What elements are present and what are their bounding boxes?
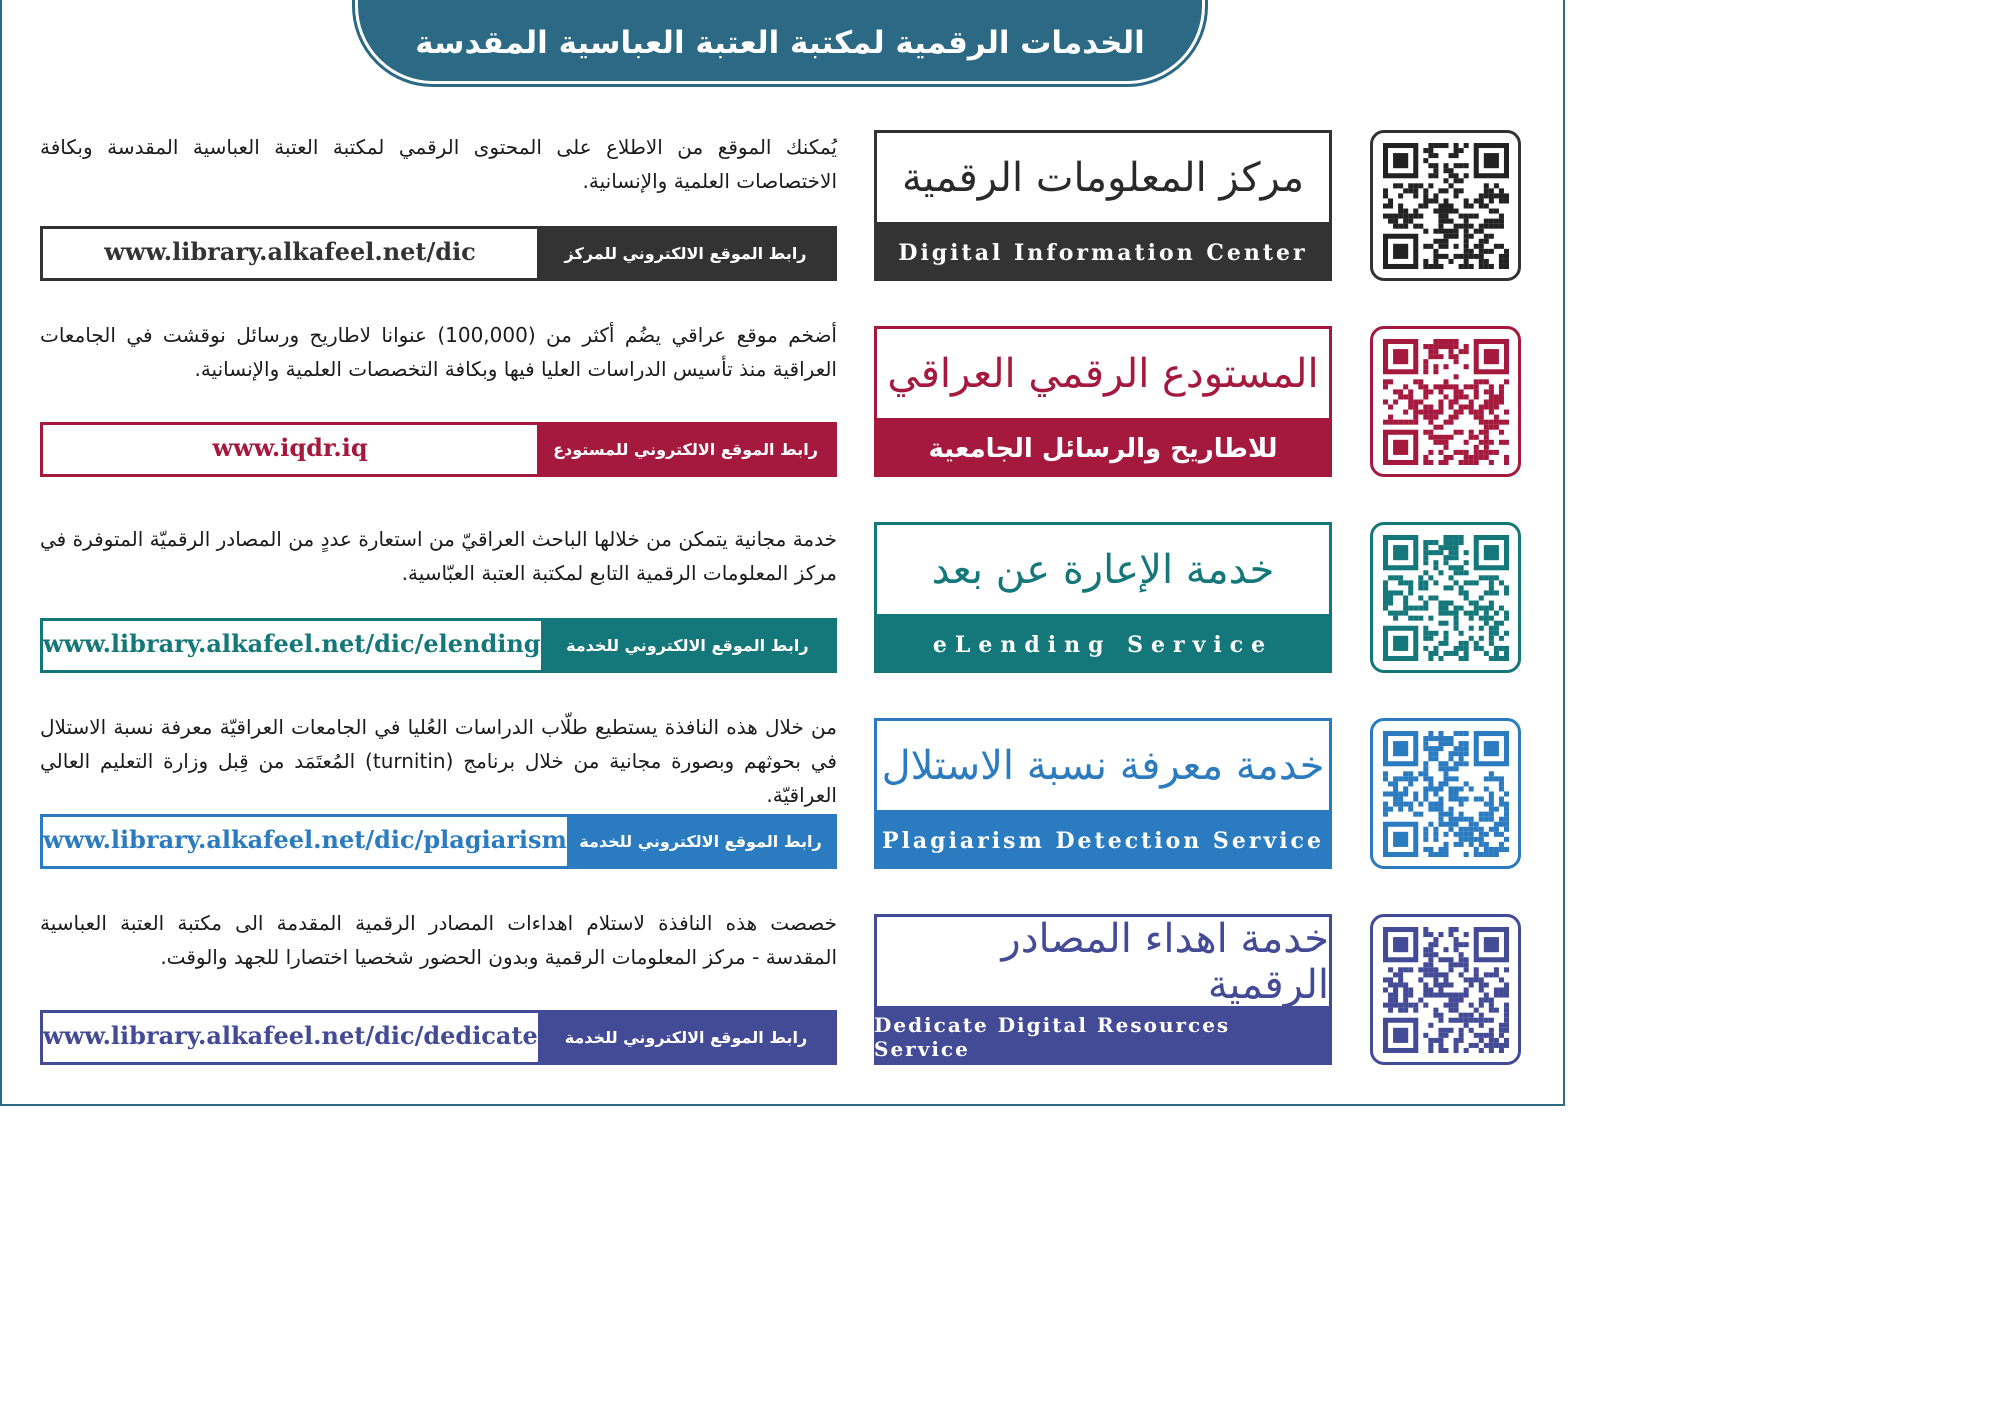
service-logo: [874, 326, 1332, 477]
service-row-iraqi-digital-repository: [0, 323, 1565, 478]
qr-code-pattern: [1383, 143, 1509, 269]
website-link-label: رابط الموقع الالكتروني للمستودع: [537, 425, 834, 474]
qr-code-pattern: [1383, 731, 1509, 857]
website-url[interactable]: www.library.alkafeel.net/dic: [43, 229, 537, 278]
service-row-elending: [0, 522, 1565, 674]
website-url[interactable]: www.iqdr.iq: [43, 425, 537, 474]
website-link[interactable]: [40, 814, 837, 869]
header-banner: [355, 0, 1205, 84]
website-link[interactable]: [40, 226, 837, 281]
service-row-dedicate-resources: [0, 911, 1565, 1066]
service-logo: [874, 718, 1332, 869]
website-url[interactable]: www.library.alkafeel.net/dic/elending: [43, 621, 541, 670]
service-description: من خلال هذه النافذة يستطيع طلّاب الدراسات العُليا في الجامعات العراقيّة معرفة نسبة الاستلال في بحوثهم وبصورة مجانية من خلال برنامج (turnitin) المُعتَمَد من قِبل وزارة التعليم العالي العراقيّة.: [40, 715, 837, 807]
logo-arabic-title: المستودع الرقمي العراقي: [874, 326, 1332, 421]
service-description: يُمكنك الموقع من الاطلاع على المحتوى الرقمي لمكتبة العتبة العباسية المقدسة وبكافة الاختصاصات العلمية والإنسانية.: [40, 135, 837, 193]
service-description: أضخم موقع عراقي يضُم أكثر من (100,000) عنوانا لاطاريح ورسائل نوقشت في الجامعات العراقية منذ تأسيس الدراسات العليا فيها وبكافة التخصصات العلمية والإنسانية.: [40, 323, 837, 381]
qr-code-pattern: [1383, 339, 1509, 465]
page-title: الخدمات الرقمية لمكتبة العتبة العباسية المقدسة: [415, 25, 1145, 61]
website-link[interactable]: [40, 422, 837, 477]
service-logo: [874, 522, 1332, 673]
website-url[interactable]: www.library.alkafeel.net/dic/dedicate: [43, 1013, 538, 1062]
website-link[interactable]: [40, 1010, 837, 1065]
website-link-label: رابط الموقع الالكتروني للمركز: [537, 229, 834, 278]
qr-code-icon[interactable]: [1370, 718, 1521, 869]
logo-arabic-title: خدمة اهداء المصادر الرقمية: [874, 914, 1332, 1009]
qr-code-pattern: [1383, 927, 1509, 1053]
logo-english-title: Plagiarism Detection Service: [874, 813, 1332, 869]
qr-code-icon[interactable]: [1370, 914, 1521, 1065]
qr-code-icon[interactable]: [1370, 522, 1521, 673]
website-link[interactable]: [40, 618, 837, 673]
logo-subtitle: للاطاريح والرسائل الجامعية: [874, 421, 1332, 477]
qr-code-icon[interactable]: [1370, 130, 1521, 281]
service-description: خدمة مجانية يتمكن من خلالها الباحث العراقيّ من استعارة عددٍ من المصادر الرقميّة المتوفرة في مركز المعلومات الرقمية التابع لمكتبة العتبة العبّاسية.: [40, 527, 837, 585]
service-description: خصصت هذه النافذة لاستلام اهداءات المصادر الرقمية المقدمة الى مكتبة العتبة العباسية المقدسة - مركز المعلومات الرقمية وبدون الحضور شخصيا اختصارا للجهد والوقت.: [40, 911, 837, 969]
service-row-plagiarism-detection: [0, 715, 1565, 870]
service-logo: [874, 914, 1332, 1065]
qr-code-pattern: [1383, 535, 1509, 661]
logo-english-title: Dedicate Digital Resources Service: [874, 1009, 1332, 1065]
website-link-label: رابط الموقع الالكتروني للخدمة: [567, 817, 834, 866]
website-link-label: رابط الموقع الالكتروني للخدمة: [541, 621, 834, 670]
qr-code-icon[interactable]: [1370, 326, 1521, 477]
logo-english-title: eLending Service: [874, 617, 1332, 673]
logo-english-title: Digital Information Center: [874, 225, 1332, 281]
logo-arabic-title: خدمة الإعارة عن بعد: [874, 522, 1332, 617]
website-url[interactable]: www.library.alkafeel.net/dic/plagiarism: [43, 817, 567, 866]
service-logo: [874, 130, 1332, 281]
logo-arabic-title: مركز المعلومات الرقمية: [874, 130, 1332, 225]
service-row-digital-information-center: [0, 130, 1565, 282]
website-link-label: رابط الموقع الالكتروني للخدمة: [538, 1013, 834, 1062]
logo-arabic-title: خدمة معرفة نسبة الاستلال: [874, 718, 1332, 813]
